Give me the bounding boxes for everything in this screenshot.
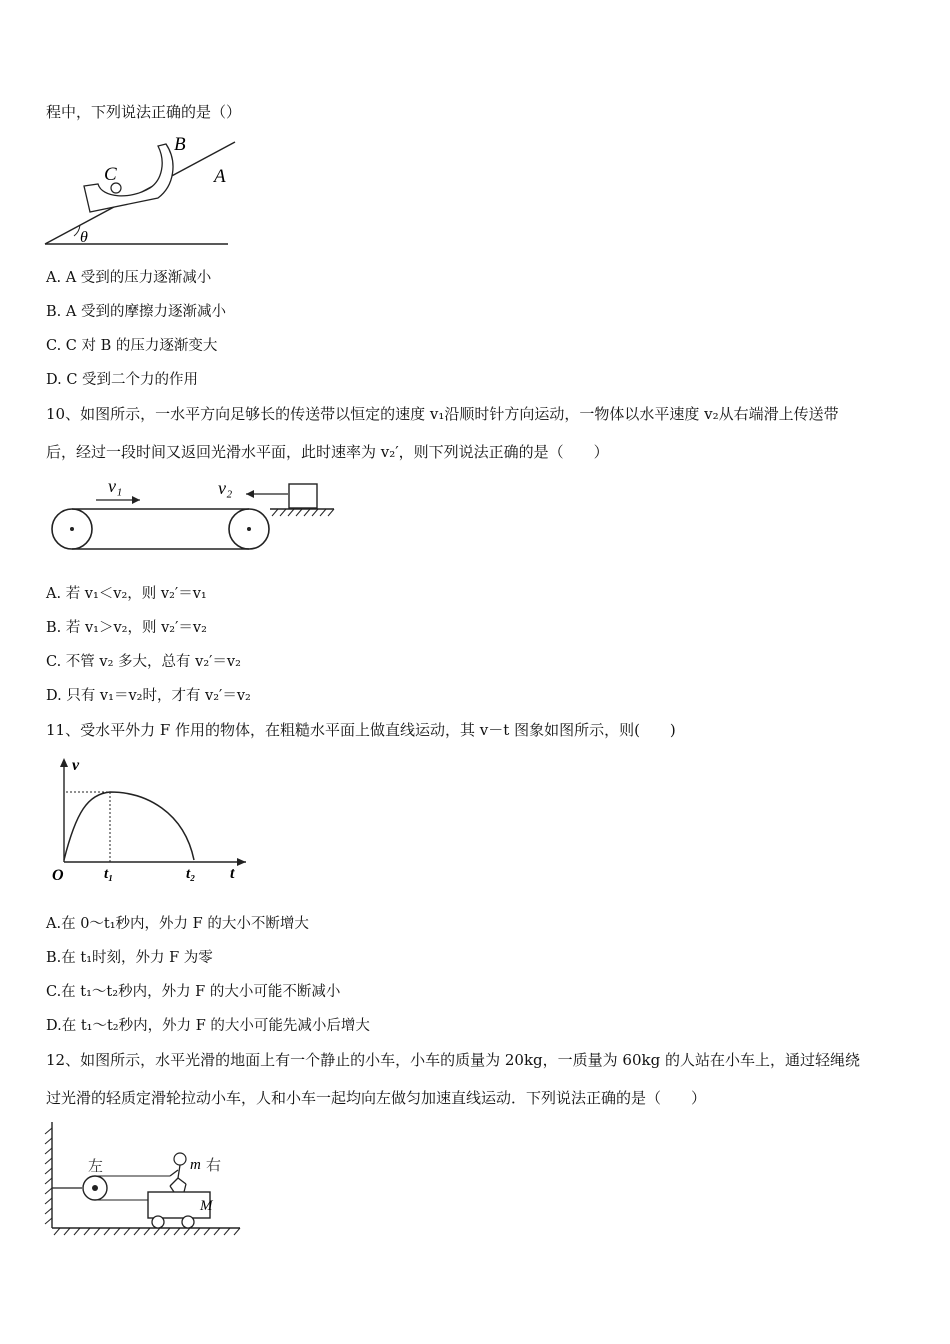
q10-option-c: C. 不管 v₂ 多大，总有 v₂′＝v₂: [46, 654, 241, 670]
q9-option-b: B. A 受到的摩擦力逐渐减小: [46, 304, 226, 320]
q10-option-b: B. 若 v₁＞v₂，则 v₂′＝v₂: [46, 620, 207, 636]
q9-option-a: A. A 受到的压力逐渐减小: [46, 270, 212, 286]
q11-vt-graph: [46, 752, 258, 888]
q11-option-b: B.在 t₁时刻，外力 F 为零: [46, 950, 213, 966]
q11-stem: 11、受水平外力 F 作用的物体，在粗糙水平面上做直线运动，其 v－t 图象如图所示，则( ): [46, 721, 676, 739]
q10-option-d: D. 只有 v₁＝v₂时，才有 v₂′＝v₂: [46, 688, 251, 704]
q11-option-d: D.在 t₁～t₂秒内，外力 F 的大小可能先减小后增大: [46, 1018, 370, 1034]
a-label: A: [214, 166, 226, 187]
q9-stem: 程中，下列说法正确的是（）: [46, 103, 242, 121]
origin-label: O: [52, 867, 64, 884]
q10-option-a: A. 若 v₁＜v₂，则 v₂′＝v₁: [46, 586, 207, 602]
c-label: C: [104, 164, 117, 185]
t1-label: t₁: [104, 866, 114, 882]
left-label: 左: [88, 1159, 104, 1175]
q9-incline-figure: [40, 128, 240, 250]
q10-stem-line1: 10、如图所示，一水平方向足够长的传送带以恒定的速度 v₁沿顺时针方向运动，一物体以水平速度 v₂从右端滑上传送带: [46, 405, 839, 423]
q9-option-d: D. C 受到二个力的作用: [46, 372, 199, 388]
b-label: B: [174, 134, 186, 155]
q12-pulley-cart-figure: [40, 1118, 252, 1240]
q12-stem-line1: 12、如图所示，水平光滑的地面上有一个静止的小车，小车的质量为 20kg，一质量为 60kg 的人站在小车上，通过轻绳绕: [46, 1051, 860, 1069]
q10-stem-line2: 后，经过一段时间又返回光滑水平面，此时速率为 v₂′，则下列说法正确的是（ ）: [46, 443, 609, 461]
t-axis-label: t: [230, 865, 235, 882]
q11-option-a: A.在 0～t₁秒内，外力 F 的大小不断增大: [46, 916, 309, 932]
right-label: 右: [206, 1158, 222, 1174]
t2-label: t₂: [186, 866, 196, 882]
m-label: m: [190, 1157, 201, 1173]
q10-conveyor-figure: [46, 472, 338, 554]
theta-label: θ: [80, 229, 88, 246]
v2-label: v₂: [218, 478, 233, 498]
cart-mass-label: M: [200, 1198, 213, 1214]
v1-label: v₁: [108, 476, 123, 496]
v-axis-label: v: [72, 757, 80, 774]
q9-option-c: C. C 对 B 的压力逐渐变大: [46, 338, 218, 354]
q11-option-c: C.在 t₁～t₂秒内，外力 F 的大小可能不断减小: [46, 984, 341, 1000]
q12-stem-line2: 过光滑的轻质定滑轮拉动小车，人和小车一起均向左做匀加速直线运动．下列说法正确的是（ ）: [46, 1089, 707, 1107]
